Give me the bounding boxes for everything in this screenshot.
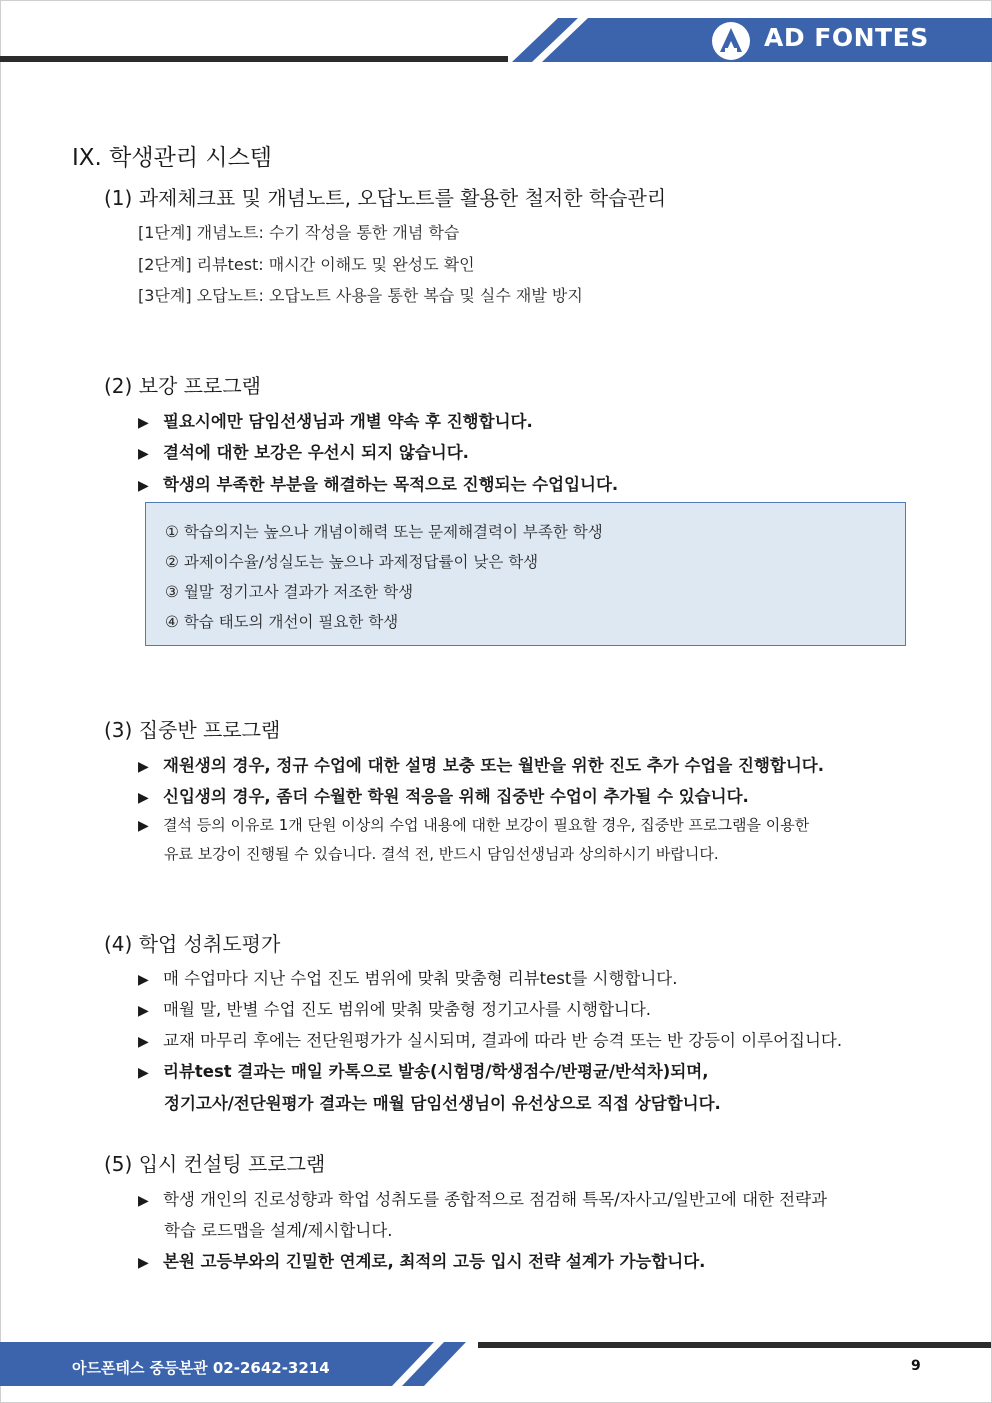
bullet-item: ▶ 학생 개인의 진로성향과 학업 성취도를 종합적으로 점검해 특목/자사고/일반고에 대한 전략과 <box>138 1190 828 1209</box>
bullet-triangle-icon: ▶ <box>138 818 149 834</box>
page-number: 9 <box>911 1358 921 1374</box>
bullet-item: ▶ 교재 마무리 후에는 전단원평가가 실시되며, 결과에 따라 반 승격 또는 반 강등이 이루어집니다. <box>138 1031 843 1050</box>
bullet-triangle-icon: ▶ <box>138 1003 149 1019</box>
bullet-triangle-icon: ▶ <box>138 790 149 806</box>
bullet-item: ▶ 리뷰test 결과는 매일 카톡으로 발송(시험명/학생점수/반평균/반석차)되며, <box>138 1062 709 1081</box>
page-title: IX. 학생관리 시스템 <box>72 145 272 171</box>
footer-contact: 아드폰테스 중등본관 02-2642-3214 <box>72 1359 330 1377</box>
bullet-item: ▶ 신입생의 경우, 좀더 수월한 학원 적응을 위해 집중반 수업이 추가될 수 있습니다. <box>138 787 749 806</box>
bullet-triangle-icon: ▶ <box>138 415 149 431</box>
bullet-triangle-icon: ▶ <box>138 446 149 462</box>
section-title-4: (4) 학업 성취도평가 <box>104 932 281 956</box>
criteria-item: ① 학습의지는 높으나 개념이해력 또는 문제해결력이 부족한 학생 <box>165 523 603 541</box>
ad-fontes-logo-icon <box>711 21 751 61</box>
bullet-item: ▶ 매월 말, 반별 수업 진도 범위에 맞춰 맞춤형 정기고사를 시행합니다. <box>138 1000 652 1019</box>
bullet-triangle-icon: ▶ <box>138 478 149 494</box>
bullet-item: ▶ 본원 고등부와의 긴밀한 연계로, 최적의 고등 입시 전략 설계가 가능합니다. <box>138 1252 706 1271</box>
bullet-triangle-icon: ▶ <box>138 759 149 775</box>
criteria-item: ④ 학습 태도의 개선이 필요한 학생 <box>165 613 399 631</box>
bullet-item: ▶ 결석에 대한 보강은 우선시 되지 않습니다. <box>138 443 469 462</box>
bullet-continuation: 학습 로드맵을 설계/제시합니다. <box>164 1221 393 1240</box>
bullet-item: ▶ 결석 등의 이유로 1개 단원 이상의 수업 내용에 대한 보강이 필요할 경우, 집중반 프로그램을 이용한 <box>138 816 810 834</box>
bullet-continuation: 유료 보강이 진행될 수 있습니다. 결석 전, 반드시 담임선생님과 상의하시기 바랍니다. <box>164 845 719 863</box>
criteria-item: ③ 월말 정기고사 결과가 저조한 학생 <box>165 583 414 601</box>
bullet-item: ▶ 재원생의 경우, 정규 수업에 대한 설명 보충 또는 월반을 위한 진도 추가 수업을 진행합니다. <box>138 756 825 775</box>
criteria-item: ② 과제이수율/성실도는 높으나 과제정답률이 낮은 학생 <box>165 553 539 571</box>
section-title-2: (2) 보강 프로그램 <box>104 374 261 398</box>
bullet-triangle-icon: ▶ <box>138 1193 149 1209</box>
step-item: [2단계] 리뷰test: 매시간 이해도 및 완성도 확인 <box>138 255 475 274</box>
step-item: [3단계] 오답노트: 오답노트 사용을 통한 복습 및 실수 재발 방지 <box>138 286 583 305</box>
section-title-3: (3) 집중반 프로그램 <box>104 718 281 742</box>
bullet-item: ▶ 필요시에만 담임선생님과 개별 약속 후 진행합니다. <box>138 412 533 431</box>
section-title-5: (5) 입시 컨설팅 프로그램 <box>104 1152 326 1176</box>
bullet-triangle-icon: ▶ <box>138 1034 149 1050</box>
bullet-continuation: 정기고사/전단원평가 결과는 매월 담임선생님이 유선상으로 직접 상담합니다. <box>164 1094 721 1113</box>
bullet-triangle-icon: ▶ <box>138 972 149 988</box>
bullet-triangle-icon: ▶ <box>138 1255 149 1271</box>
bullet-triangle-icon: ▶ <box>138 1065 149 1081</box>
bullet-item: ▶ 학생의 부족한 부분을 해결하는 목적으로 진행되는 수업입니다. <box>138 475 619 494</box>
criteria-box <box>145 502 906 646</box>
bullet-item: ▶ 매 수업마다 지난 수업 진도 범위에 맞춰 맞춤형 리뷰test를 시행합니다. <box>138 969 678 988</box>
logo-wordmark: AD FONTES <box>764 23 929 52</box>
step-item: [1단계] 개념노트: 수기 작성을 통한 개념 학습 <box>138 223 460 242</box>
header-rule <box>0 56 508 62</box>
section-title-1: (1) 과제체크표 및 개념노트, 오답노트를 활용한 철저한 학습관리 <box>104 186 667 210</box>
